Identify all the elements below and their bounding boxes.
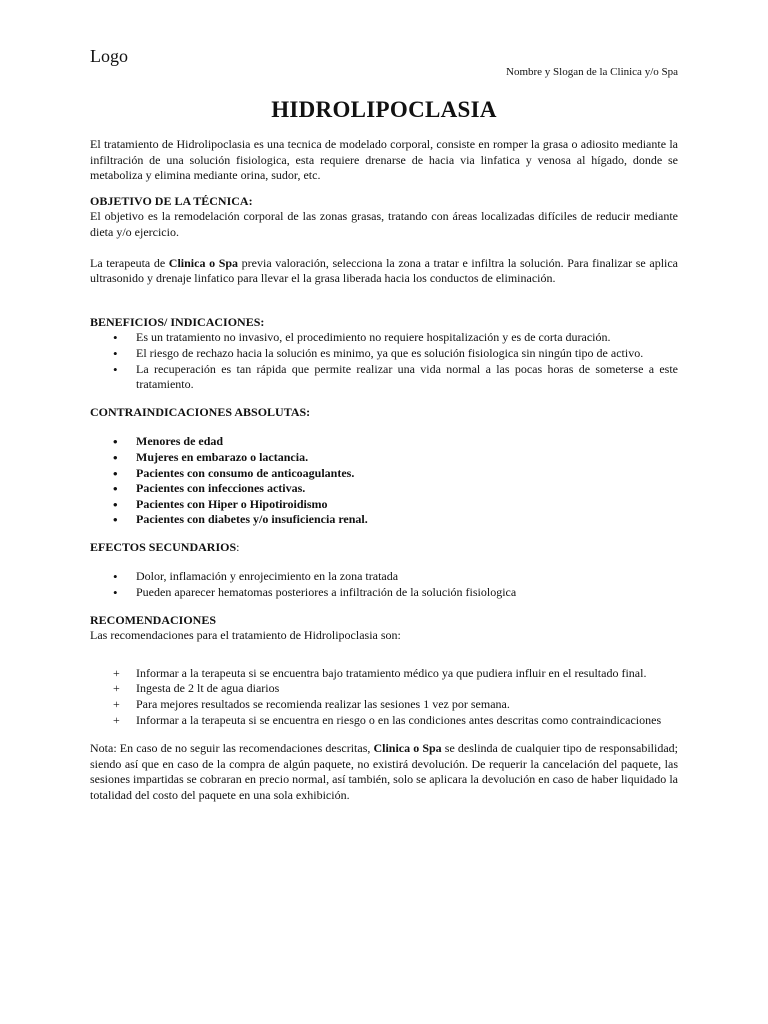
side-effect-item: • Dolor, inflamación y enrojecimiento en la zona tratada	[90, 569, 678, 585]
side-effects-list	[90, 569, 678, 600]
logo-placeholder: Logo	[90, 46, 128, 66]
recommendation-item: + Informar a la terapeuta si se encuentra bajo tratamiento médico ya que pudiera influir en el resultado final.	[90, 666, 678, 682]
benefit-item: • Es un tratamiento no invasivo, el procedimiento no requiere hospitalización y es de corta duración.	[90, 330, 678, 346]
note-text-start: Nota: En caso de no seguir las recomendaciones descritas,	[90, 741, 374, 756]
contraindication-item: • Pacientes con diabetes y/o insuficiencia renal.	[90, 512, 678, 528]
benefits-heading: BENEFICIOS/ INDICACIONES:	[90, 314, 265, 329]
objective-heading: OBJETIVO DE LA TÉCNICA:	[90, 193, 253, 208]
clinic-name: Clinica o Spa	[168, 255, 239, 270]
contraindication-item: • Mujeres en embarazo o lactancia.	[90, 450, 678, 466]
clinic-slogan: Nombre y Slogan de la Clinica y/o Spa	[506, 66, 678, 78]
clinic-name: Clinica o Spa	[373, 741, 442, 756]
contraindication-item: • Pacientes con consumo de anticoagulantes.	[90, 466, 678, 482]
intro-paragraph: El tratamiento de Hidrolipoclasia es una tecnica de modelado corporal, consiste en romper la grasa o adiosito mediante la infiltración de una solución fisiologica, esta requiere drenarse de hacia via linfatica y venosa al hígado, donde se metaboliza y elimina mediante orina, sudor, etc.	[90, 137, 678, 183]
benefits-list	[90, 330, 678, 392]
objective-paragraph: El objetivo es la remodelación corporal de las zonas grasas, tratando con áreas localizadas difíciles de reducir mediante dieta y/o ejercicio.	[90, 209, 678, 239]
note-text-end: se deslinda de cualquier tipo de responsabilidad; siendo así que en caso de la compra de algún paquete, no existirá devolución. De requerir la cancelación del paquete, las sesiones impartidas se cobraran en precio normal, así también, solo se aplicara la devolución en caso de haber liquidado la totalidad del costo del paquete en una sola exhibición.	[90, 741, 678, 802]
procedure-text-start: La terapeuta de	[90, 255, 169, 270]
side-effect-item: • Pueden aparecer hematomas posteriores a infiltración de la solución fisiologica	[90, 585, 678, 601]
procedure-text-end: previa valoración, selecciona la zona a tratar e infiltra la solución. Para finalizar se aplica ultrasonido y drenaje linfatico para llevar el la grasa liberada hacia los conductos de eliminación.	[90, 255, 679, 286]
contraindication-item: • Menores de edad	[90, 434, 678, 450]
side-effects-colon: :	[236, 539, 240, 554]
recommendation-item: + Informar a la terapeuta si se encuentra en riesgo o en las condiciones antes descritas como contraindicaciones	[90, 713, 678, 729]
benefit-item: • El riesgo de rechazo hacia la solución es minimo, ya que es solución fisiologica sin ningún tipo de activo.	[90, 346, 678, 362]
contraindications-heading: CONTRAINDICACIONES ABSOLUTAS:	[90, 404, 311, 419]
recommendations-intro: Las recomendaciones para el tratamiento de Hidrolipoclasia son:	[90, 628, 401, 643]
contraindication-item: • Pacientes con Hiper o Hipotiroidismo	[90, 497, 678, 513]
recommendation-item: + Para mejores resultados se recomienda realizar las sesiones 1 vez por semana.	[90, 697, 678, 713]
procedure-paragraph	[90, 256, 678, 287]
recommendation-item: + Ingesta de 2 lt de agua diarios	[90, 681, 678, 697]
contraindication-item: • Pacientes con infecciones activas.	[90, 481, 678, 497]
document-body	[90, 137, 678, 804]
page-title: HIDROLIPOCLASIA	[271, 97, 497, 122]
benefit-item: • La recuperación es tan rápida que permite realizar una vida normal a las pocas horas de someterse a este tratamiento.	[90, 362, 678, 393]
recommendations-list	[90, 666, 678, 728]
side-effects-heading-line	[90, 540, 678, 556]
side-effects-heading: EFECTOS SECUNDARIOS	[90, 539, 237, 554]
recommendations-heading: RECOMENDACIONES	[90, 612, 217, 627]
note-paragraph	[90, 741, 678, 803]
contraindications-list	[90, 434, 678, 528]
